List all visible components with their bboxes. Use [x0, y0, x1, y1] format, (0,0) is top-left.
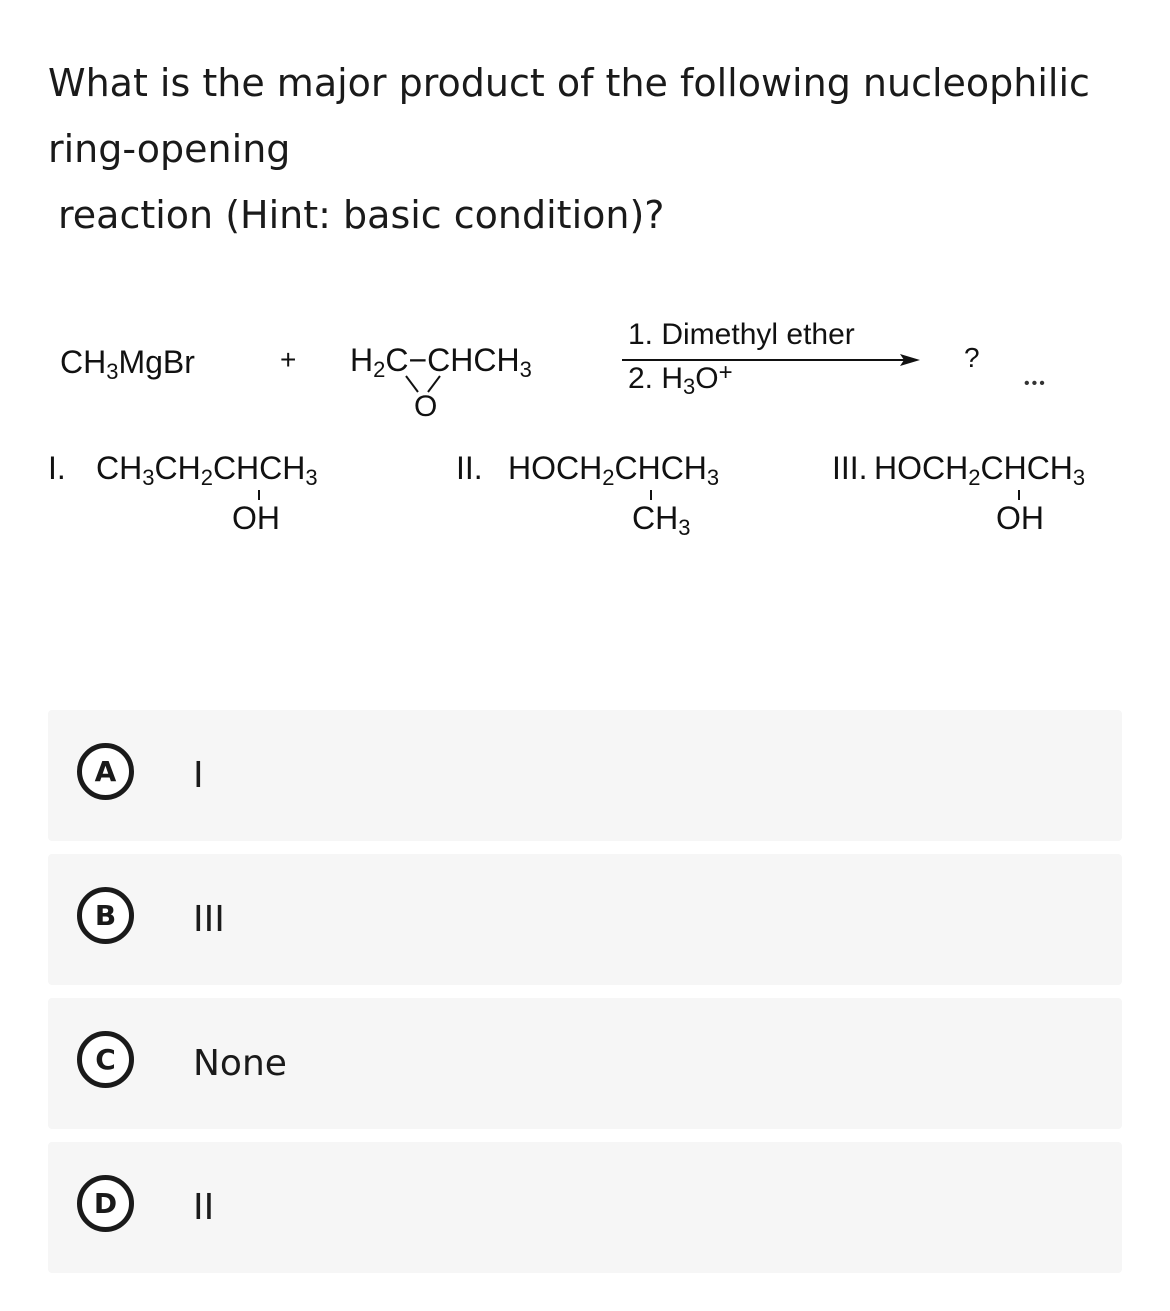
choice-3-bond	[1018, 490, 1020, 500]
plus-sign: +	[280, 344, 297, 375]
epoxide-oxygen: O	[414, 390, 438, 423]
option-a-text: I	[193, 755, 204, 796]
question-text	[48, 50, 1138, 248]
option-b-letter-badge: B	[77, 887, 134, 944]
option-d-letter-badge: D	[77, 1175, 134, 1232]
choice-2-numeral: II.	[456, 450, 483, 486]
answer-options	[48, 710, 1122, 1286]
product-unknown: ?	[964, 342, 980, 373]
option-a-letter-badge: A	[77, 743, 134, 800]
choice-1-numeral: I.	[48, 450, 66, 486]
epoxide: $H_2C-CHCH_3$	[350, 342, 532, 382]
choice-1-formula: $CH_3CH_2CHCH_3$	[96, 450, 318, 490]
reaction-scheme	[0, 300, 1170, 560]
reagent-grignard: $CH_3MgBr$	[60, 344, 195, 384]
option-c[interactable]	[48, 998, 1122, 1129]
question-line-1: What is the major product of the following nucleophilic	[48, 61, 1090, 105]
condition-2: 2. $H_3O^+$	[628, 359, 733, 399]
choice-3-numeral: III.	[832, 450, 868, 486]
question-line-2: ring-opening	[48, 127, 291, 171]
choice-3-substituent: OH	[996, 500, 1044, 536]
choice-2-substituent: $CH_3$	[632, 500, 691, 540]
choice-3-formula: $HOCH_2CHCH_3$	[874, 450, 1086, 490]
option-c-letter-badge: C	[77, 1031, 134, 1088]
choice-1-substituent: OH	[232, 500, 280, 536]
option-d[interactable]	[48, 1142, 1122, 1273]
question-line-3: reaction (Hint: basic condition)?	[58, 193, 665, 237]
more-options-icon[interactable]: •••	[1024, 375, 1047, 392]
option-a[interactable]	[48, 710, 1122, 841]
option-b-text: III	[193, 899, 225, 940]
choice-2-formula: $HOCH_2CHCH_3$	[508, 450, 720, 490]
option-c-text: None	[193, 1043, 287, 1084]
option-d-text: II	[193, 1187, 215, 1228]
choice-1-bond	[258, 490, 260, 500]
option-b[interactable]	[48, 854, 1122, 985]
condition-1: 1. Dimethyl ether	[628, 318, 855, 351]
choice-2-bond	[650, 490, 652, 500]
